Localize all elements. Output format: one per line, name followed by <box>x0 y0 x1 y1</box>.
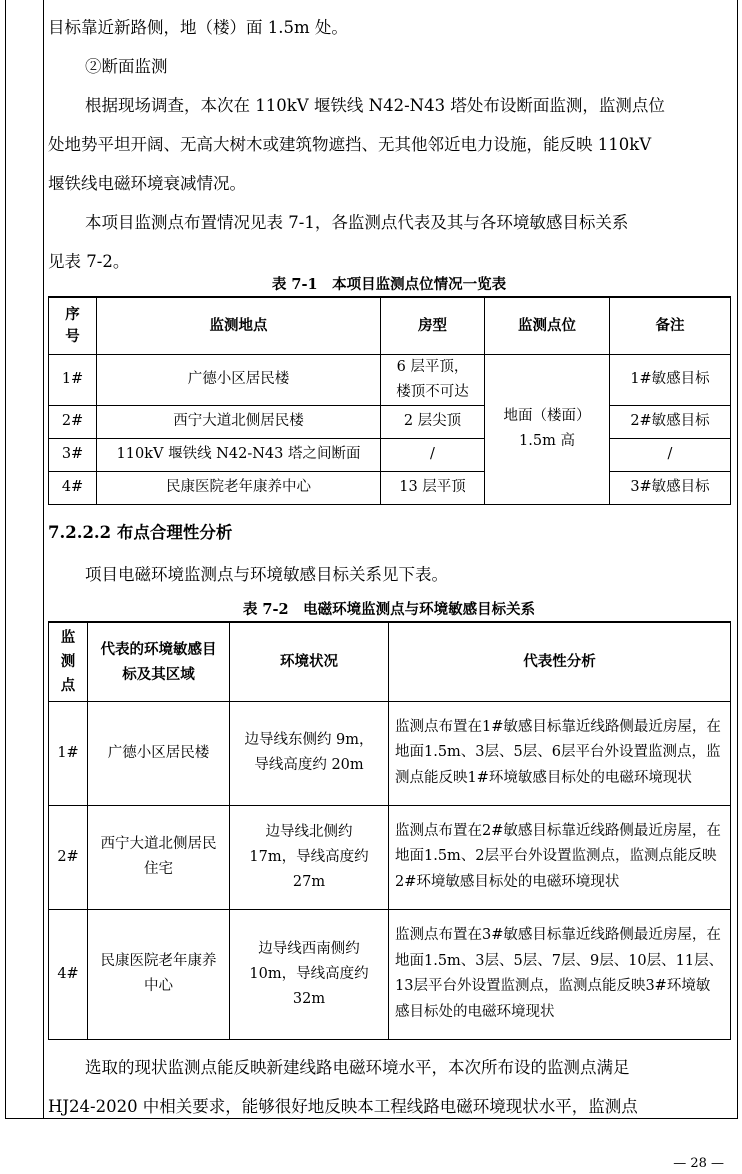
table1-header-location: 监测地点 <box>97 297 381 354</box>
table1-caption: 表 7-1 本项目监测点位情况一览表 <box>271 276 507 293</box>
row-type: / <box>381 438 485 471</box>
row-target <box>88 909 230 1039</box>
row-location: 民康医院老年康养中心 <box>97 471 381 504</box>
row-type: 13 层平顶 <box>381 471 485 504</box>
row-no: 2# <box>49 805 88 909</box>
row-analysis: 监测点布置在2#敏感目标靠近线路侧最近房屋，在地面1.5m、2层平台外设置监测点，监测点能反映2#环境敏感目标处的电磁环境现状 <box>389 805 731 909</box>
paragraph-3-line3: 堰铁线电磁环境衰减情况。 <box>48 174 246 193</box>
merged-point-text: 地面（楼面）1.5m 高 <box>503 408 591 449</box>
row-no: 1# <box>49 354 97 405</box>
table1-header-no <box>49 297 97 354</box>
row-type-text: 6 层平顶，楼顶不可达 <box>396 358 469 400</box>
row-no: 4# <box>49 471 97 504</box>
table2-header-no <box>49 622 88 701</box>
paragraph-4-line2: 见表 7-2。 <box>48 252 130 271</box>
table-row <box>49 805 731 909</box>
row-analysis: 监测点布置在1#敏感目标靠近线路侧最近房屋，在地面1.5m、3层、5层、6层平台外设置监测点，监测点能反映1#环境敏感目标处的电磁环境现状 <box>389 701 731 805</box>
header-text: 序号 <box>65 305 80 345</box>
header-text: 代表的环境敏感目标及其区域 <box>100 640 217 683</box>
row-no: 1# <box>49 701 88 805</box>
row-target-text: 西宁大道北侧居民住宅 <box>100 836 217 877</box>
paragraph-4-line1: 本项目监测点布置情况见表 7-1，各监测点代表及其与各环境敏感目标关系 <box>85 213 629 232</box>
row-target <box>88 805 230 909</box>
row-note: 1#敏感目标 <box>610 354 731 405</box>
row-location: 西宁大道北侧居民楼 <box>97 405 381 438</box>
table2 <box>48 621 731 1040</box>
row-target: 广德小区居民楼 <box>88 701 230 805</box>
margin-line <box>43 0 44 1118</box>
row-status <box>230 701 389 805</box>
table1-header-type: 房型 <box>381 297 485 354</box>
table2-header-analysis: 代表性分析 <box>389 622 731 701</box>
paragraph-1: 目标靠近新路侧，地（楼）面 1.5m 处。 <box>48 18 348 37</box>
closing-line2: HJ24-2020 中相关要求，能够很好地反映本工程线路电磁环境现状水平，监测点 <box>48 1097 638 1116</box>
closing-line1: 选取的现状监测点能反映新建线路电磁环境水平，本次所布设的监测点满足 <box>85 1058 630 1077</box>
row-point-merged <box>485 354 610 504</box>
table-row <box>49 909 731 1039</box>
row-analysis: 监测点布置在3#敏感目标靠近线路侧最近房屋，在地面1.5m、3层、5层、7层、9层、10层、11层、13层平台外设置监测点，监测点能反映3#环境敏感目标处的电磁环境现状 <box>389 909 731 1039</box>
row-note: / <box>610 438 731 471</box>
table2-header-status: 环境状况 <box>230 622 389 701</box>
row-type <box>381 354 485 405</box>
row-status <box>230 805 389 909</box>
page-number: — 28 — <box>673 1156 724 1171</box>
row-target-text: 民康医院老年康养中心 <box>100 953 217 994</box>
body-text-top <box>48 8 731 281</box>
row-status <box>230 909 389 1039</box>
table-row <box>49 438 731 471</box>
table-row <box>49 405 731 438</box>
row-status-text: 边导线东侧约 9m，导线高度约 20m <box>244 732 374 773</box>
row-no: 4# <box>49 909 88 1039</box>
closing-text <box>48 1048 731 1126</box>
table1 <box>48 296 731 505</box>
row-location: 广德小区居民楼 <box>97 354 381 405</box>
section-block <box>48 513 731 597</box>
paragraph-2: ②断面监测 <box>85 57 168 76</box>
row-status-text: 边导线西南侧约 10m，导线高度约 32m <box>249 940 369 1007</box>
row-no: 2# <box>49 405 97 438</box>
paragraph-3-line2: 处地势平坦开阔、无高大树木或建筑物遮挡、无其他邻近电力设施，能反映 110kV <box>48 135 652 154</box>
row-note: 2#敏感目标 <box>610 405 731 438</box>
section-heading: 7.2.2.2 布点合理性分析 <box>48 523 233 542</box>
table-row <box>49 701 731 805</box>
table-row <box>49 471 731 504</box>
row-note: 3#敏感目标 <box>610 471 731 504</box>
row-type: 2 层尖顶 <box>381 405 485 438</box>
section-intro: 项目电磁环境监测点与环境敏感目标关系见下表。 <box>85 565 448 584</box>
table2-caption: 表 7-2 电磁环境监测点与环境敏感目标关系 <box>242 601 536 618</box>
table2-header-target <box>88 622 230 701</box>
paragraph-3-line1: 根据现场调查，本次在 110kV 堰铁线 N42-N43 塔处布设断面监测，监测点位 <box>85 96 665 115</box>
table1-header-note: 备注 <box>610 297 731 354</box>
row-no: 3# <box>49 438 97 471</box>
row-location: 110kV 堰铁线 N42-N43 塔之间断面 <box>97 438 381 471</box>
row-status-text: 边导线北侧约 17m，导线高度约 27m <box>249 823 369 890</box>
table-row <box>49 354 731 405</box>
header-text: 监测点 <box>60 628 76 694</box>
table1-header-point: 监测点位 <box>485 297 610 354</box>
